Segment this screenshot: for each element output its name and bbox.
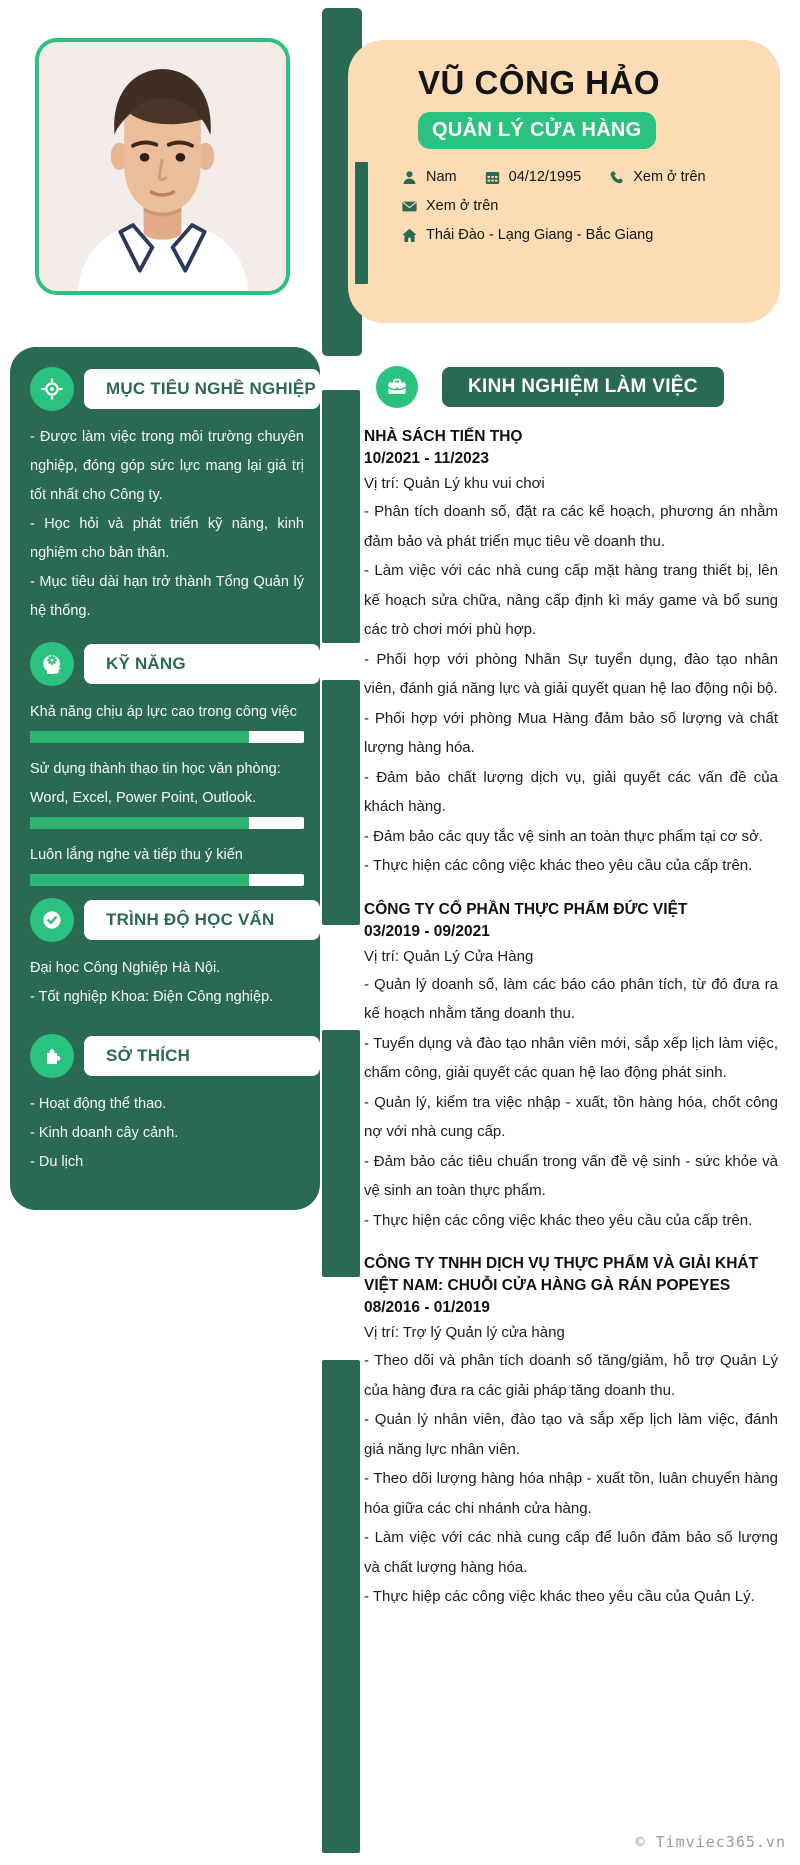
section-hobbies-header bbox=[30, 1034, 320, 1078]
education-item: Đại học Công Nghiệp Hà Nội. bbox=[30, 960, 221, 976]
skill-bar bbox=[30, 874, 304, 886]
hobby-item: - Kinh doanh cây cảnh. bbox=[30, 1125, 179, 1141]
job-title-badge: QUẢN LÝ CỬA HÀNG bbox=[418, 112, 656, 149]
job-bullet: - Đảm bảo chất lượng dịch vụ, giải quyết các vấn đề của khách hàng. bbox=[364, 768, 778, 815]
job-bullet: - Làm việc với các nhà cung cấp để luôn đảm bảo số lượng và chất lượng hàng hóa. bbox=[364, 1529, 778, 1576]
objective-item: - Được làm việc trong môi trường chuyên nghiệp, đóng góp sức lực mang lại giá trị tốt nhất cho Công ty. bbox=[30, 429, 304, 503]
portrait-illustration bbox=[39, 42, 286, 291]
target-icon bbox=[30, 367, 74, 411]
decor-rail-segment bbox=[322, 680, 360, 925]
job-entry bbox=[364, 426, 778, 881]
skill-item bbox=[30, 755, 304, 829]
section-education-header bbox=[30, 898, 320, 942]
company-name: NHÀ SÁCH TIẾN THỌ bbox=[364, 428, 523, 445]
company-name: CÔNG TY TNHH DỊCH VỤ THỰC PHẨM VÀ GIẢI KHÁT VIỆT NAM: CHUỖI CỬA HÀNG GÀ RÁN POPEYES bbox=[364, 1255, 759, 1294]
section-objective-header bbox=[30, 367, 320, 411]
contact-row bbox=[402, 225, 780, 245]
objective-item: - Mục tiêu dài hạn trở thành Tổng Quản lý hệ thống. bbox=[30, 574, 304, 619]
footer-credit: © Timviec365.vn bbox=[635, 1833, 786, 1851]
job-entry bbox=[364, 1253, 778, 1612]
phone-icon bbox=[609, 170, 624, 185]
skill-label: Luôn lắng nghe và tiếp thu ý kiến bbox=[30, 847, 243, 863]
contact-info bbox=[402, 167, 780, 245]
envelope-icon bbox=[402, 199, 417, 214]
job-bullet: - Quản lý, kiểm tra việc nhập - xuất, tồn hàng hóa, chốt công nợ với nhà cung cấp. bbox=[364, 1093, 778, 1140]
dob-item bbox=[485, 167, 582, 187]
head-gear-icon bbox=[30, 642, 74, 686]
job-bullet: - Theo dõi lượng hàng hóa nhập - xuất tồn, luân chuyển hàng hóa giữa các chi nhánh cửa hàng. bbox=[364, 1470, 778, 1517]
skill-bar-fill bbox=[30, 874, 249, 886]
section-skills-header bbox=[30, 642, 320, 686]
section-title: KỸ NĂNG bbox=[84, 644, 320, 684]
company-name: CÔNG TY CỔ PHẦN THỰC PHẨM ĐỨC VIỆT bbox=[364, 900, 688, 918]
job-position: Vị trí: Trợ lý Quản lý cửa hàng bbox=[364, 1324, 565, 1341]
job-position: Vị trí: Quản Lý Cửa Hàng bbox=[364, 947, 534, 965]
email-item bbox=[402, 196, 498, 216]
skill-label: Sử dụng thành thạo tin học văn phòng: Word, Excel, Power Point, Outlook. bbox=[30, 761, 281, 806]
contact-row bbox=[402, 167, 780, 187]
job-position: Vị trí: Quản Lý khu vui chơi bbox=[364, 475, 545, 492]
header-panel bbox=[348, 40, 780, 323]
skill-bar-fill bbox=[30, 817, 249, 829]
gender-item bbox=[402, 167, 457, 187]
section-title: KINH NGHIỆM LÀM VIỆC bbox=[442, 367, 724, 407]
job-bullet: - Phối hợp với phòng Mua Hàng đảm bảo số lượng và chất lượng hàng hóa. bbox=[364, 709, 778, 756]
job-bullet: - Làm việc với các nhà cung cấp mặt hàng trang thiết bị, lên kế hoạch sửa chữa, nâng cấp định kì máy game và bổ sung các trò chơi mới phù hợp. bbox=[364, 562, 778, 638]
skill-bar bbox=[30, 731, 304, 743]
job-bullet: - Quản lý nhân viên, đào tạo và sắp xếp lịch làm việc, đánh giá năng lực nhân viên. bbox=[364, 1411, 778, 1458]
job-bullet: - Phân tích doanh số, đặt ra các kế hoạch, phương án nhằm đảm bảo và phát triển mục tiêu về doanh thu. bbox=[364, 503, 778, 550]
address-item bbox=[402, 225, 653, 245]
education-item: - Tốt nghiệp Khoa: Điện Công nghiệp. bbox=[30, 989, 274, 1005]
job-bullet: - Phối hợp với phòng Nhân Sự tuyển dụng, đào tạo nhân viên, đánh giá năng lực và giải quyết quan hệ lao động nội bộ. bbox=[364, 650, 778, 697]
sidebar bbox=[10, 347, 320, 1210]
puzzle-icon bbox=[30, 1034, 74, 1078]
skill-item bbox=[30, 841, 304, 886]
decor-rail-segment bbox=[322, 390, 360, 643]
hobby-item: - Du lịch bbox=[30, 1154, 84, 1170]
skill-label: Khả năng chịu áp lực cao trong công việc bbox=[30, 704, 297, 720]
objective-item: - Học hỏi và phát triển kỹ năng, kinh nghiệm cho bản thân. bbox=[30, 516, 304, 561]
skill-bar bbox=[30, 817, 304, 829]
hobby-item: - Hoạt động thể thao. bbox=[30, 1096, 167, 1112]
check-badge-icon bbox=[30, 898, 74, 942]
skill-bar-fill bbox=[30, 731, 249, 743]
briefcase-icon bbox=[376, 366, 418, 408]
house-icon bbox=[402, 228, 417, 243]
phone-item bbox=[609, 167, 705, 187]
job-entry bbox=[364, 899, 778, 1236]
section-title: SỞ THÍCH bbox=[84, 1036, 320, 1076]
job-bullet: - Tuyển dụng và đào tạo nhân viên mới, sắp xếp lịch làm việc, chấm công, giải quyết các quan hệ lao động phát sinh. bbox=[364, 1034, 778, 1081]
job-period: 03/2019 - 09/2021 bbox=[364, 922, 490, 940]
job-bullet: - Đảm bảo các quy tắc vệ sinh an toàn thực phẩm tại cơ sở. bbox=[364, 827, 764, 845]
calendar-icon bbox=[485, 170, 500, 185]
dob-value: 04/12/1995 bbox=[508, 169, 582, 185]
person-icon bbox=[402, 170, 417, 185]
skills-list bbox=[30, 698, 304, 886]
job-bullet: - Quản lý doanh số, làm các báo cáo phân tích, từ đó đưa ra kế hoạch nhằm tăng doanh thu. bbox=[364, 975, 778, 1022]
job-bullet: - Theo dõi và phân tích doanh số tăng/giảm, hỗ trợ Quản Lý của hàng đưa ra các giải pháp tăng doanh thu. bbox=[364, 1352, 778, 1399]
email-value: Xem ở trên bbox=[426, 198, 499, 214]
section-title: MỤC TIÊU NGHỀ NGHIỆP bbox=[84, 369, 320, 409]
experience-section bbox=[364, 352, 784, 1612]
job-bullet: - Đảm bảo các tiêu chuẩn trong vấn đề vệ sinh - sức khỏe và vệ sinh an toàn thực phẩm. bbox=[364, 1152, 778, 1199]
experience-header bbox=[376, 366, 778, 408]
profile-photo bbox=[35, 38, 290, 295]
decor-rail-segment bbox=[322, 1360, 360, 1853]
job-bullet: - Thực hiện các công việc khác theo yêu cầu của cấp trên. bbox=[364, 857, 753, 874]
job-bullet: - Thực hiệp các công việc khác theo yêu cầu của Quản Lý. bbox=[364, 1588, 755, 1605]
job-period: 10/2021 - 11/2023 bbox=[364, 450, 489, 467]
job-bullet: - Thực hiện các công việc khác theo yêu cầu của cấp trên. bbox=[364, 1211, 753, 1229]
job-period: 08/2016 - 01/2019 bbox=[364, 1299, 490, 1316]
contact-row bbox=[402, 196, 780, 216]
section-title: TRÌNH ĐỘ HỌC VẤN bbox=[84, 900, 320, 940]
address-value: Thái Đào - Lạng Giang - Bắc Giang bbox=[426, 227, 654, 243]
phone-value: Xem ở trên bbox=[633, 169, 706, 185]
decor-accent-bar bbox=[355, 162, 368, 284]
skill-item bbox=[30, 698, 304, 743]
gender-value: Nam bbox=[426, 169, 457, 185]
candidate-name: VŨ CÔNG HẢO bbox=[418, 64, 661, 101]
decor-rail-segment bbox=[322, 1030, 360, 1277]
